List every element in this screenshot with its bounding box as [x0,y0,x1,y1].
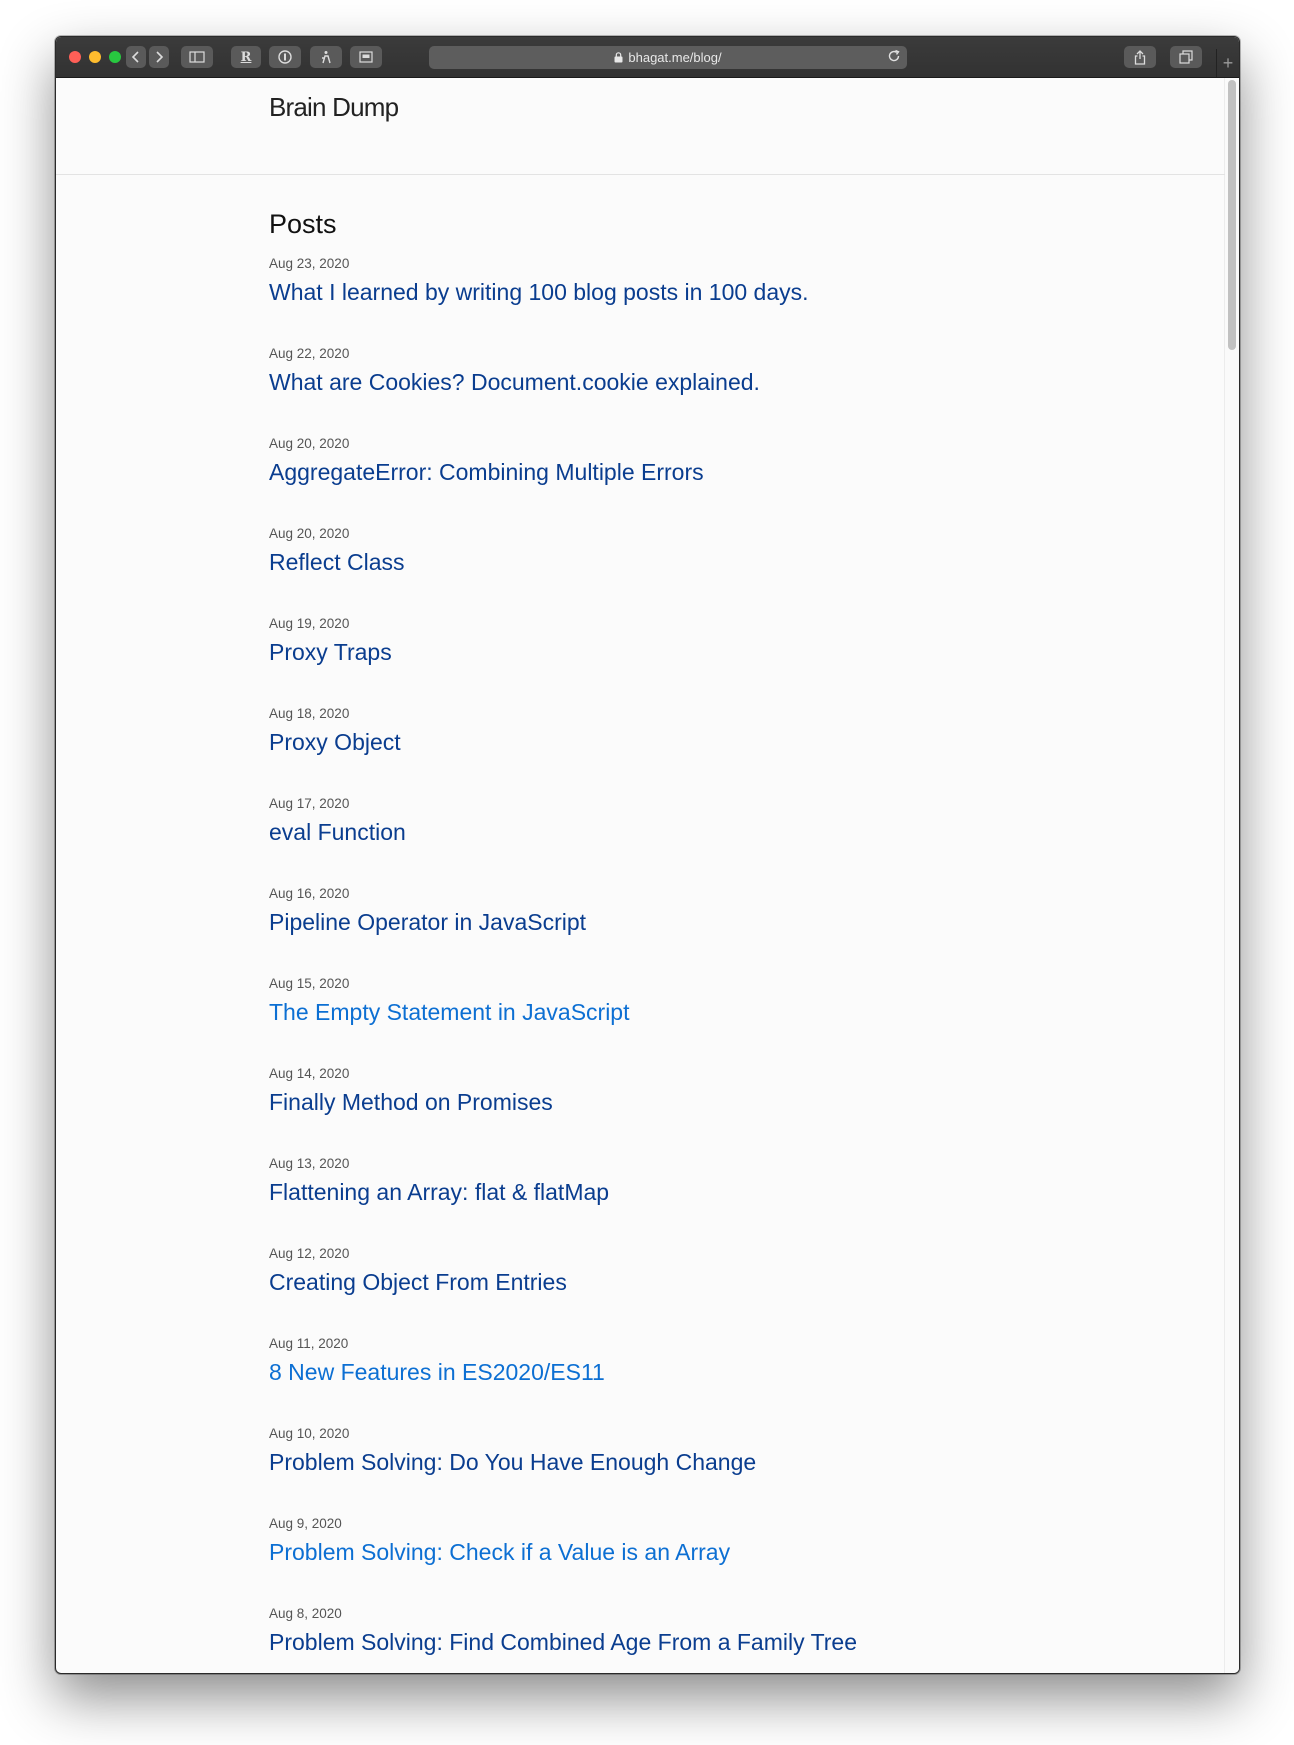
post-title-link[interactable]: What are Cookies? Document.cookie explained. [269,369,760,395]
post-title-link[interactable]: Problem Solving: Do You Have Enough Change [269,1449,757,1475]
post-list [269,256,1219,1674]
post-list-item [269,1156,1219,1246]
post-date: Aug 20, 2020 [269,526,350,541]
password-extension-button[interactable] [269,46,301,68]
chevron-right-icon [154,51,164,63]
site-header [56,78,1225,175]
accessibility-icon [319,50,333,64]
panel-icon [359,51,373,63]
post-date: Aug 22, 2020 [269,346,350,361]
post-date: Aug 20, 2020 [269,436,350,451]
post-list-item [269,346,1219,436]
post-title-link[interactable]: Problem Solving: Find Combined Age From a Family Tree [269,1629,858,1655]
main-content [269,173,1219,1674]
reader-extension-button[interactable] [231,46,261,68]
url-text: bhagat.me/blog/ [628,50,722,65]
post-title-link[interactable]: AggregateError: Combining Multiple Errors [269,459,704,485]
tab-overview-extension-button[interactable] [350,46,382,68]
post-list-item [269,886,1219,976]
post-title-link[interactable]: The Empty Statement in JavaScript [269,999,630,1025]
post-list-item [269,1516,1219,1606]
post-list-item [269,706,1219,796]
post-title-link[interactable]: Proxy Traps [269,639,392,665]
reload-icon[interactable] [887,49,901,66]
post-title-link[interactable]: Problem Solving: Check if a Value is an Array [269,1539,731,1565]
post-date: Aug 8, 2020 [269,1606,342,1621]
site-brand-link[interactable]: Brain Dump [269,92,399,122]
post-list-item [269,616,1219,706]
post-date: Aug 23, 2020 [269,256,350,271]
page-title: Posts [269,209,337,239]
post-title-link[interactable]: Finally Method on Promises [269,1089,553,1115]
sidebar-toggle-button[interactable] [181,46,213,68]
chevron-left-icon [131,51,141,63]
post-list-item [269,1066,1219,1156]
post-date: Aug 9, 2020 [269,1516,342,1531]
scrollbar-thumb[interactable] [1228,80,1236,350]
new-tab-button[interactable] [1216,49,1239,77]
post-date: Aug 11, 2020 [269,1336,349,1351]
post-list-item [269,1426,1219,1516]
tabs-icon [1179,50,1193,64]
post-title-link[interactable]: Reflect Class [269,549,405,575]
post-list-item [269,436,1219,526]
zoom-window-button[interactable] [109,51,121,63]
post-list-item [269,1246,1219,1336]
post-date: Aug 16, 2020 [269,886,350,901]
post-date: Aug 14, 2020 [269,1066,350,1081]
post-date: Aug 17, 2020 [269,796,350,811]
plus-icon: + [1222,52,1234,73]
reader-icon: R [240,49,252,65]
post-list-item [269,1336,1219,1426]
post-title-link[interactable]: eval Function [269,819,406,845]
post-title-link[interactable]: What I learned by writing 100 blog posts in 100 days. [269,279,809,305]
share-button[interactable] [1124,46,1156,68]
post-date: Aug 18, 2020 [269,706,350,721]
browser-toolbar [56,37,1239,78]
back-button[interactable] [126,46,146,68]
post-title-link[interactable]: 8 New Features in ES2020/ES11 [269,1359,605,1385]
post-date: Aug 13, 2020 [269,1156,350,1171]
post-list-item [269,1606,1219,1674]
post-title-link[interactable]: Flattening an Array: flat & flatMap [269,1179,610,1205]
post-title-link[interactable]: Proxy Object [269,729,401,755]
post-date: Aug 10, 2020 [269,1426,350,1441]
forward-button[interactable] [149,46,169,68]
post-list-item [269,976,1219,1066]
share-icon [1134,50,1146,65]
password-manager-icon [278,50,292,64]
post-list-item [269,796,1219,886]
post-date: Aug 12, 2020 [269,1246,350,1261]
sidebar-icon [189,51,205,63]
accessibility-extension-button[interactable] [310,46,342,68]
post-date: Aug 15, 2020 [269,976,350,991]
show-all-tabs-button[interactable] [1170,46,1202,68]
lock-icon [614,52,623,63]
post-list-item [269,526,1219,616]
post-title-link[interactable]: Creating Object From Entries [269,1269,567,1295]
minimize-window-button[interactable] [89,51,101,63]
post-list-item [269,256,1219,346]
post-date: Aug 19, 2020 [269,616,350,631]
close-window-button[interactable] [69,51,81,63]
browser-window [55,36,1240,1674]
address-bar[interactable] [429,46,907,69]
post-title-link[interactable]: Pipeline Operator in JavaScript [269,909,587,935]
